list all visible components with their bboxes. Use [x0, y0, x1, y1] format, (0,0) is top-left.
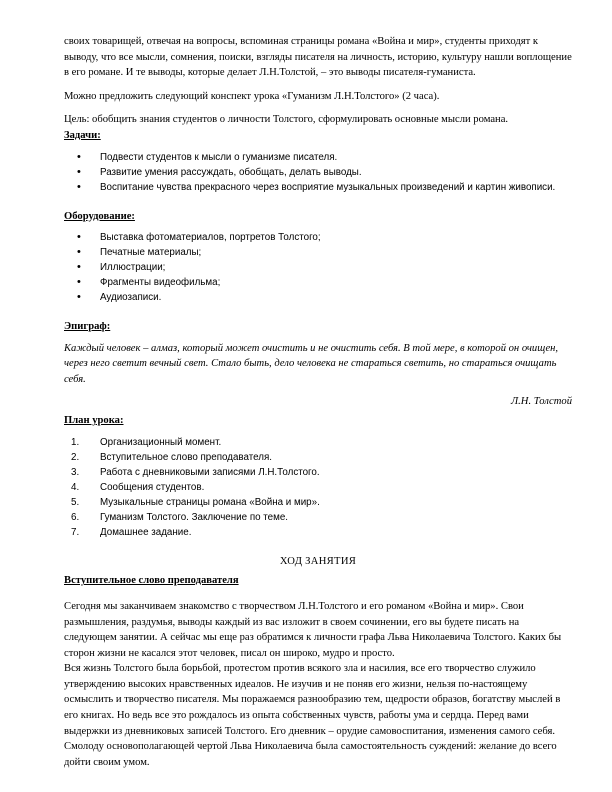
- item-number: 1.: [71, 436, 80, 448]
- item-number: 7.: [71, 526, 80, 538]
- list-item: [64, 510, 572, 525]
- list-item: [64, 495, 572, 510]
- task-text: Воспитание чувства прекрасного через восприятие музыкальных произведений и картин живописи.: [100, 181, 556, 193]
- plan-item-text: Работа с дневниковыми записями Л.Н.Толстого.: [100, 466, 320, 478]
- lesson-goal: Цель: обобщить знания студентов о личности Толстого, сформулировать основные мысли романа.: [64, 114, 509, 126]
- plan-item-text: Вступительное слово преподавателя.: [100, 451, 272, 463]
- plan-list: [64, 435, 572, 540]
- task-text: Развитие умения рассуждать, обобщать, делать выводы.: [100, 166, 362, 178]
- equipment-text: Фрагменты видеофильма;: [100, 277, 221, 289]
- list-item: [64, 260, 572, 275]
- list-item: [64, 465, 572, 480]
- list-item: [64, 435, 572, 450]
- intro-word-heading: Вступительное слово преподавателя: [64, 575, 239, 587]
- intro-word-paragraph-2: Вся жизнь Толстого была борьбой, протестом против всякого зла и насилия, все его творчество служило утверждению высоких нравственных идеалов. Не изучив и не поняв его жизни, нельзя по-настоящему осмыслить и творчество писателя. Мы поражаемся разнообразию тем, щедрости образов, богатству мыслей в его книгах. Но ведь все это рождалось из опыта собственных чувств, работы ума и сердца. Перед вами выдержки из дневниковых записей Толстого. Его дневник – орудие самовоспитания, изменения самого себя. Смолоду основополагающей чертой Льва Николаевича была самостоятельность суждений: желание до всего дойти своим умом.: [64, 663, 561, 768]
- task-text: Подвести студентов к мысли о гуманизме писателя.: [100, 151, 338, 163]
- section-title: ХОД ЗАНЯТИЯ: [279, 555, 357, 567]
- list-item: [64, 450, 572, 465]
- item-number: 6.: [71, 511, 80, 523]
- item-number: 4.: [71, 481, 80, 493]
- tasks-list: [64, 150, 572, 195]
- document-body: [64, 34, 572, 770]
- intro-paragraph: своих товарищей, отвечая на вопросы, вспоминая страницы романа «Война и мир», студенты приходят к выводу, что все мысли, сомнения, поиски, взгляды писателя на личность, историю, культуру нашли воплощение в его романе. И те выводы, которые делает Л.Н.Толстой, – это выводы писателя-гуманиста.: [64, 36, 572, 79]
- list-item: [64, 150, 572, 165]
- list-item: [64, 525, 572, 540]
- equipment-text: Аудиозаписи.: [100, 292, 162, 304]
- plan-item-text: Организационный момент.: [100, 436, 222, 448]
- plan-item-text: Музыкальные страницы романа «Война и мир».: [100, 496, 320, 508]
- list-item: [64, 165, 572, 180]
- tasks-heading: Задачи:: [64, 129, 101, 141]
- list-item: [64, 480, 572, 495]
- equipment-text: Печатные материалы;: [100, 247, 202, 259]
- list-item: [64, 245, 572, 260]
- plan-heading: План урока:: [64, 415, 124, 427]
- epigraph-text: Каждый человек – алмаз, который может очистить и не очистить себя. В той мере, в которой он очищен, через него светит вечный свет. Стало быть, дело человека не стараться светить, но стараться очищать себя.: [64, 342, 559, 385]
- outline-intro: Можно предложить следующий конспект урока «Гуманизм Л.Н.Толстого» (2 часа).: [64, 90, 440, 102]
- equipment-text: Выставка фотоматериалов, портретов Толстого;: [100, 232, 321, 244]
- list-item: [64, 290, 572, 305]
- item-number: 5.: [71, 496, 80, 508]
- equipment-list: [64, 230, 572, 305]
- plan-item-text: Гуманизм Толстого. Заключение по теме.: [100, 511, 289, 523]
- epigraph-author: Л.Н. Толстой: [510, 395, 572, 407]
- item-number: 2.: [71, 451, 80, 463]
- list-item: [64, 275, 572, 290]
- item-number: 3.: [71, 466, 80, 478]
- epigraph-heading: Эпиграф:: [64, 321, 111, 333]
- plan-item-text: Домашнее задание.: [100, 526, 192, 538]
- list-item: [64, 230, 572, 245]
- intro-word-paragraph: Сегодня мы заканчиваем знакомство с творчеством Л.Н.Толстого и его романом «Война и мир». Свои размышления, раздумья, выводы каждый из вас изложит в своем сочинении, его вы будете писать на следующем занятии. А сейчас мы еще раз обратимся к личности графа Льва Николаевича Толстого. Каких бы сторон жизни не касался этот человек, писал он широко, мудро и просто.: [64, 600, 562, 659]
- equipment-heading: Оборудование:: [64, 210, 135, 222]
- equipment-text: Иллюстрации;: [100, 262, 166, 274]
- list-item: [64, 180, 572, 195]
- plan-item-text: Сообщения студентов.: [100, 481, 205, 493]
